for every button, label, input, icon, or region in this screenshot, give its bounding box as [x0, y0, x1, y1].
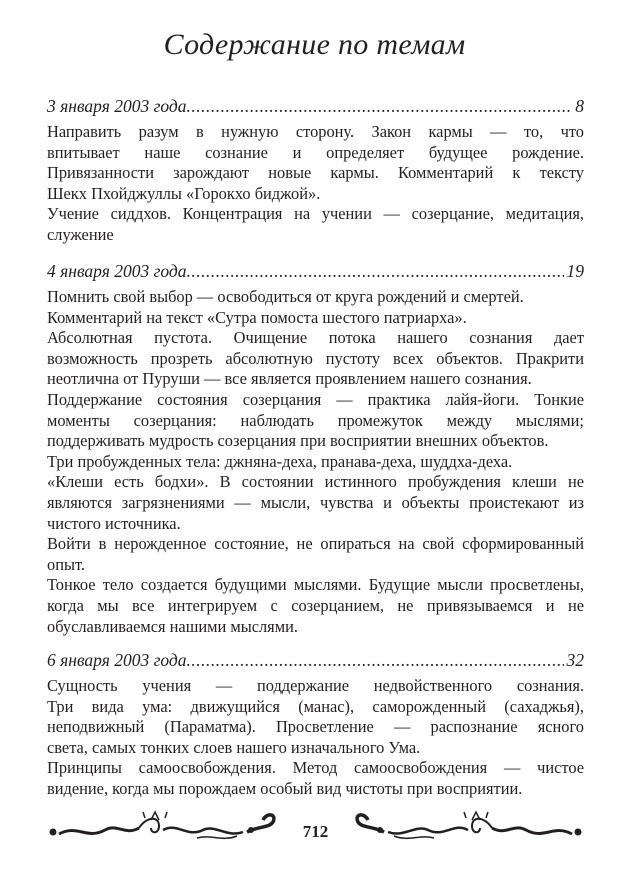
topic-line: Принципы самоосвобождения. Метод самоосвобождения — чистое: [47, 758, 584, 778]
topic-line: обуславливаемся нашими мыслями.: [47, 616, 298, 636]
topic-line: Тонкое тело создается будущими мыслями. Будущие мысли просветлены,: [47, 575, 584, 595]
leader-dots: [187, 260, 564, 282]
topic-line: когда мы все интегрируем с созерцанием, не привязываемся и не: [47, 595, 584, 615]
topic-line: поддерживать мудрость созерцания при восприятии внешних объектов.: [47, 431, 549, 451]
topic-line: Поддержание состояния созерцания — практика лайя-йоги. Тонкие: [47, 389, 584, 409]
topic-line: возможность прозреть абсолютную пустоту всех объектов. Пракрити: [47, 348, 584, 368]
toc-entry-heading[interactable]: [47, 95, 584, 117]
toc-section: [47, 95, 584, 246]
topic-line: видение, когда мы порождаем особый вид чистоты при восприятии.: [47, 778, 523, 798]
page-title: Содержание по темам: [163, 28, 466, 61]
topic-line: Сущность учения — поддержание недвойственного сознания.: [47, 676, 584, 695]
topic-line: являются загрязнениями — мысли, чувства и объекты проистекают из: [47, 492, 584, 512]
page-number: 712: [302, 822, 329, 841]
topic-line: впитывает наше сознание и определяет будущее рождение.: [47, 142, 584, 162]
topic-line: неподвижный (Параматма). Просветление — распознание ясного: [47, 717, 584, 737]
topic-line: неотлична от Пуруши — все является проявлением нашего сознания.: [47, 369, 532, 389]
right-ornament-icon: [344, 808, 584, 844]
toc-entry-date: 4 января 2003 года: [47, 261, 187, 281]
topic-line: Учение сиддхов. Концентрация на учении — созерцание, медитация,: [47, 204, 584, 224]
topic-line: чистого источника.: [47, 513, 181, 533]
toc-entry-topics: [47, 122, 584, 246]
topic-line: Абсолютная пустота. Очищение потока нашего сознания дает: [47, 328, 584, 348]
leader-dots: [187, 95, 573, 117]
toc-entry-topics: [47, 287, 584, 637]
toc-entry-page: 8: [575, 96, 584, 116]
toc-entry-topics: [47, 676, 584, 800]
topic-line: служение: [47, 224, 114, 244]
topic-line: «Клеши есть бодхи». В состоянии истинного пробуждения клеши не: [47, 472, 584, 492]
topic-line: Войти в нерожденное состояние, не опираться на свой сформированный: [47, 534, 584, 554]
topic-line: Три пробужденных тела: джняна-деха, пранава-деха, шуддха-деха.: [47, 451, 513, 471]
toc-entry-heading[interactable]: [47, 649, 584, 671]
toc-entry-heading[interactable]: [47, 260, 584, 282]
leader-dots: [187, 649, 564, 671]
topic-line: опыт.: [47, 554, 86, 574]
topic-line: света, самых тонких слоев нашего изначального Ума.: [47, 737, 421, 757]
topic-line: Привязанности зарождают новые кармы. Комментарий к тексту: [47, 163, 584, 183]
toc-entry-page: 32: [566, 650, 584, 670]
topic-line: Комментарий на текст «Сутра помоста шестого патриарха».: [47, 307, 467, 327]
toc-entry-date: 6 января 2003 года: [47, 650, 187, 670]
topic-line: Направить разум в нужную сторону. Закон кармы — то, что: [47, 122, 584, 141]
page-footer: [47, 808, 584, 844]
toc-section: [47, 260, 584, 637]
topic-line: Шекх Пхойджуллы «Горокхо биджой».: [47, 183, 321, 203]
topic-line: Помнить свой выбор — освободиться от круга рождений и смертей.: [47, 287, 524, 306]
toc-entry-date: 3 января 2003 года: [47, 96, 187, 116]
toc-entry-page: 19: [566, 261, 584, 281]
topic-line: Три вида ума: движущийся (манас), саморожденный (сахаджья),: [47, 696, 584, 716]
topic-line: моменты созерцания: наблюдать промежуток между мыслями;: [47, 410, 584, 430]
toc-section: [47, 649, 584, 800]
